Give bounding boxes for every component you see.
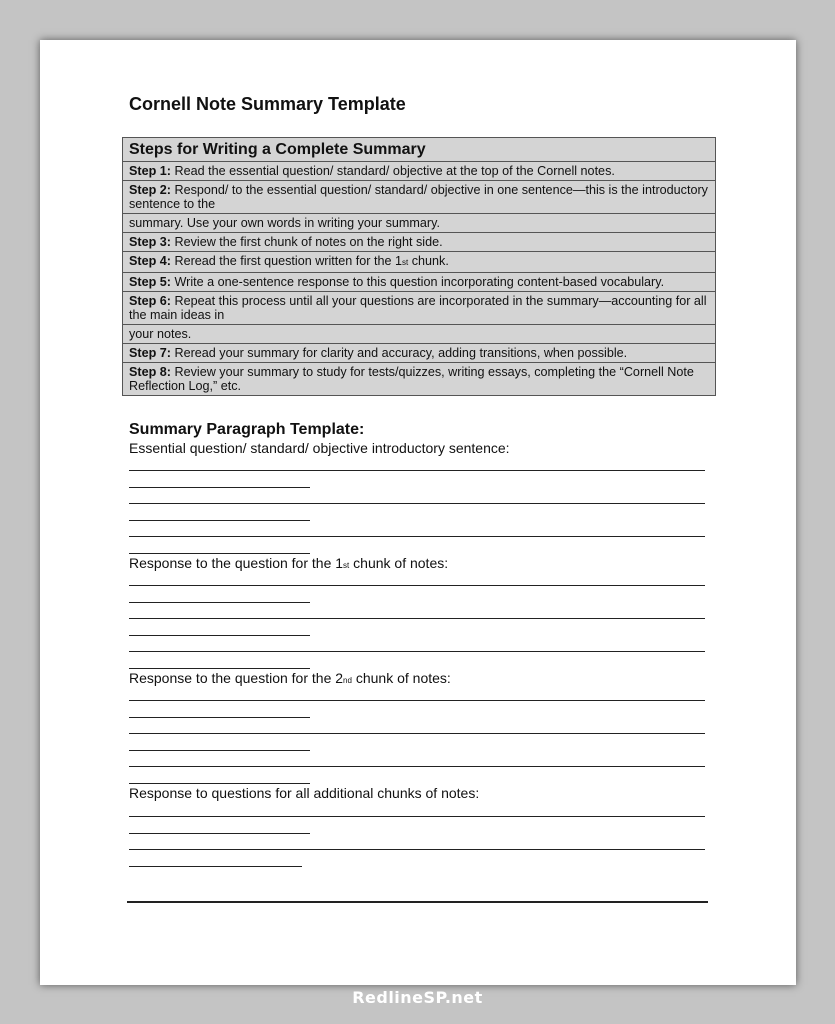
steps-table-header: Steps for Writing a Complete Summary xyxy=(123,138,715,162)
writing-line[interactable] xyxy=(129,866,302,867)
writing-line[interactable] xyxy=(129,470,705,471)
writing-line[interactable] xyxy=(129,618,705,619)
watermark-text: RedlineSP.net xyxy=(352,988,483,1007)
step-text: Review the first chunk of notes on the right side. xyxy=(171,235,443,249)
step-label: Step 8: xyxy=(129,365,171,379)
writing-line[interactable] xyxy=(129,651,705,652)
writing-line[interactable] xyxy=(129,553,310,554)
ordinal-suffix: st xyxy=(402,258,409,267)
writing-line[interactable] xyxy=(129,816,705,817)
summary-section-title: Summary Paragraph Template: xyxy=(129,421,365,438)
step-text: Reread the first question written for the 1 xyxy=(171,254,403,268)
writing-line[interactable] xyxy=(129,717,310,718)
steps-table xyxy=(122,137,716,396)
writing-line[interactable] xyxy=(129,766,705,767)
step-row-6 xyxy=(123,292,715,325)
writing-line[interactable] xyxy=(129,833,310,834)
step-label: Step 4: xyxy=(129,254,171,268)
step-label: Step 3: xyxy=(129,235,171,249)
step-row-1 xyxy=(123,162,715,181)
writing-line[interactable] xyxy=(129,783,310,784)
step-text: Respond/ to the essential question/ standard/ objective in one sentence—this is the introductory sentence to the xyxy=(129,183,708,211)
step-row-2-continued xyxy=(123,214,715,233)
step-text: Review your summary to study for tests/quizzes, writing essays, completing the “Cornell Note Reflection Log,” etc. xyxy=(129,365,694,393)
writing-line[interactable] xyxy=(129,602,310,603)
prompt-first-chunk: Response to the question for the 1st chunk of notes: xyxy=(129,555,449,571)
step-text: chunk. xyxy=(408,254,449,268)
step-row-2 xyxy=(123,181,715,214)
writing-line[interactable] xyxy=(129,635,310,636)
prompt-second-chunk: Response to the question for the 2nd chunk of notes: xyxy=(129,670,451,686)
writing-line[interactable] xyxy=(129,536,705,537)
step-label: Step 7: xyxy=(129,346,171,360)
step-text: your notes. xyxy=(129,327,192,341)
step-label: Step 5: xyxy=(129,275,171,289)
writing-line[interactable] xyxy=(129,585,705,586)
writing-line[interactable] xyxy=(129,750,310,751)
writing-line[interactable] xyxy=(129,733,705,734)
step-label: Step 2: xyxy=(129,183,171,197)
step-text: summary. Use your own words in writing your summary. xyxy=(129,216,440,230)
step-text: Repeat this process until all your questions are incorporated in the summary—accounting for all the main ideas in xyxy=(129,294,707,322)
writing-line[interactable] xyxy=(129,849,705,850)
prompt-additional-chunks: Response to questions for all additional chunks of notes: xyxy=(129,785,480,801)
bottom-rule xyxy=(127,901,708,903)
step-row-5 xyxy=(123,273,715,292)
writing-line[interactable] xyxy=(129,700,705,701)
step-text: Read the essential question/ standard/ objective at the top of the Cornell notes. xyxy=(171,164,615,178)
step-row-3 xyxy=(123,233,715,252)
writing-line[interactable] xyxy=(129,520,310,521)
step-row-6-continued xyxy=(123,325,715,344)
step-text: Reread your summary for clarity and accuracy, adding transitions, when possible. xyxy=(171,346,628,360)
writing-line[interactable] xyxy=(129,503,705,504)
step-row-7 xyxy=(123,344,715,363)
document-page xyxy=(40,40,796,985)
writing-line[interactable] xyxy=(129,668,310,669)
prompt-introductory-sentence: Essential question/ standard/ objective introductory sentence: xyxy=(129,440,510,456)
writing-line[interactable] xyxy=(129,487,310,488)
step-label: Step 6: xyxy=(129,294,171,308)
step-row-4 xyxy=(123,252,715,273)
step-text: Write a one-sentence response to this question incorporating content-based vocabulary. xyxy=(171,275,665,289)
step-label: Step 1: xyxy=(129,164,171,178)
document-title: Cornell Note Summary Template xyxy=(129,94,406,114)
step-row-8 xyxy=(123,363,715,395)
